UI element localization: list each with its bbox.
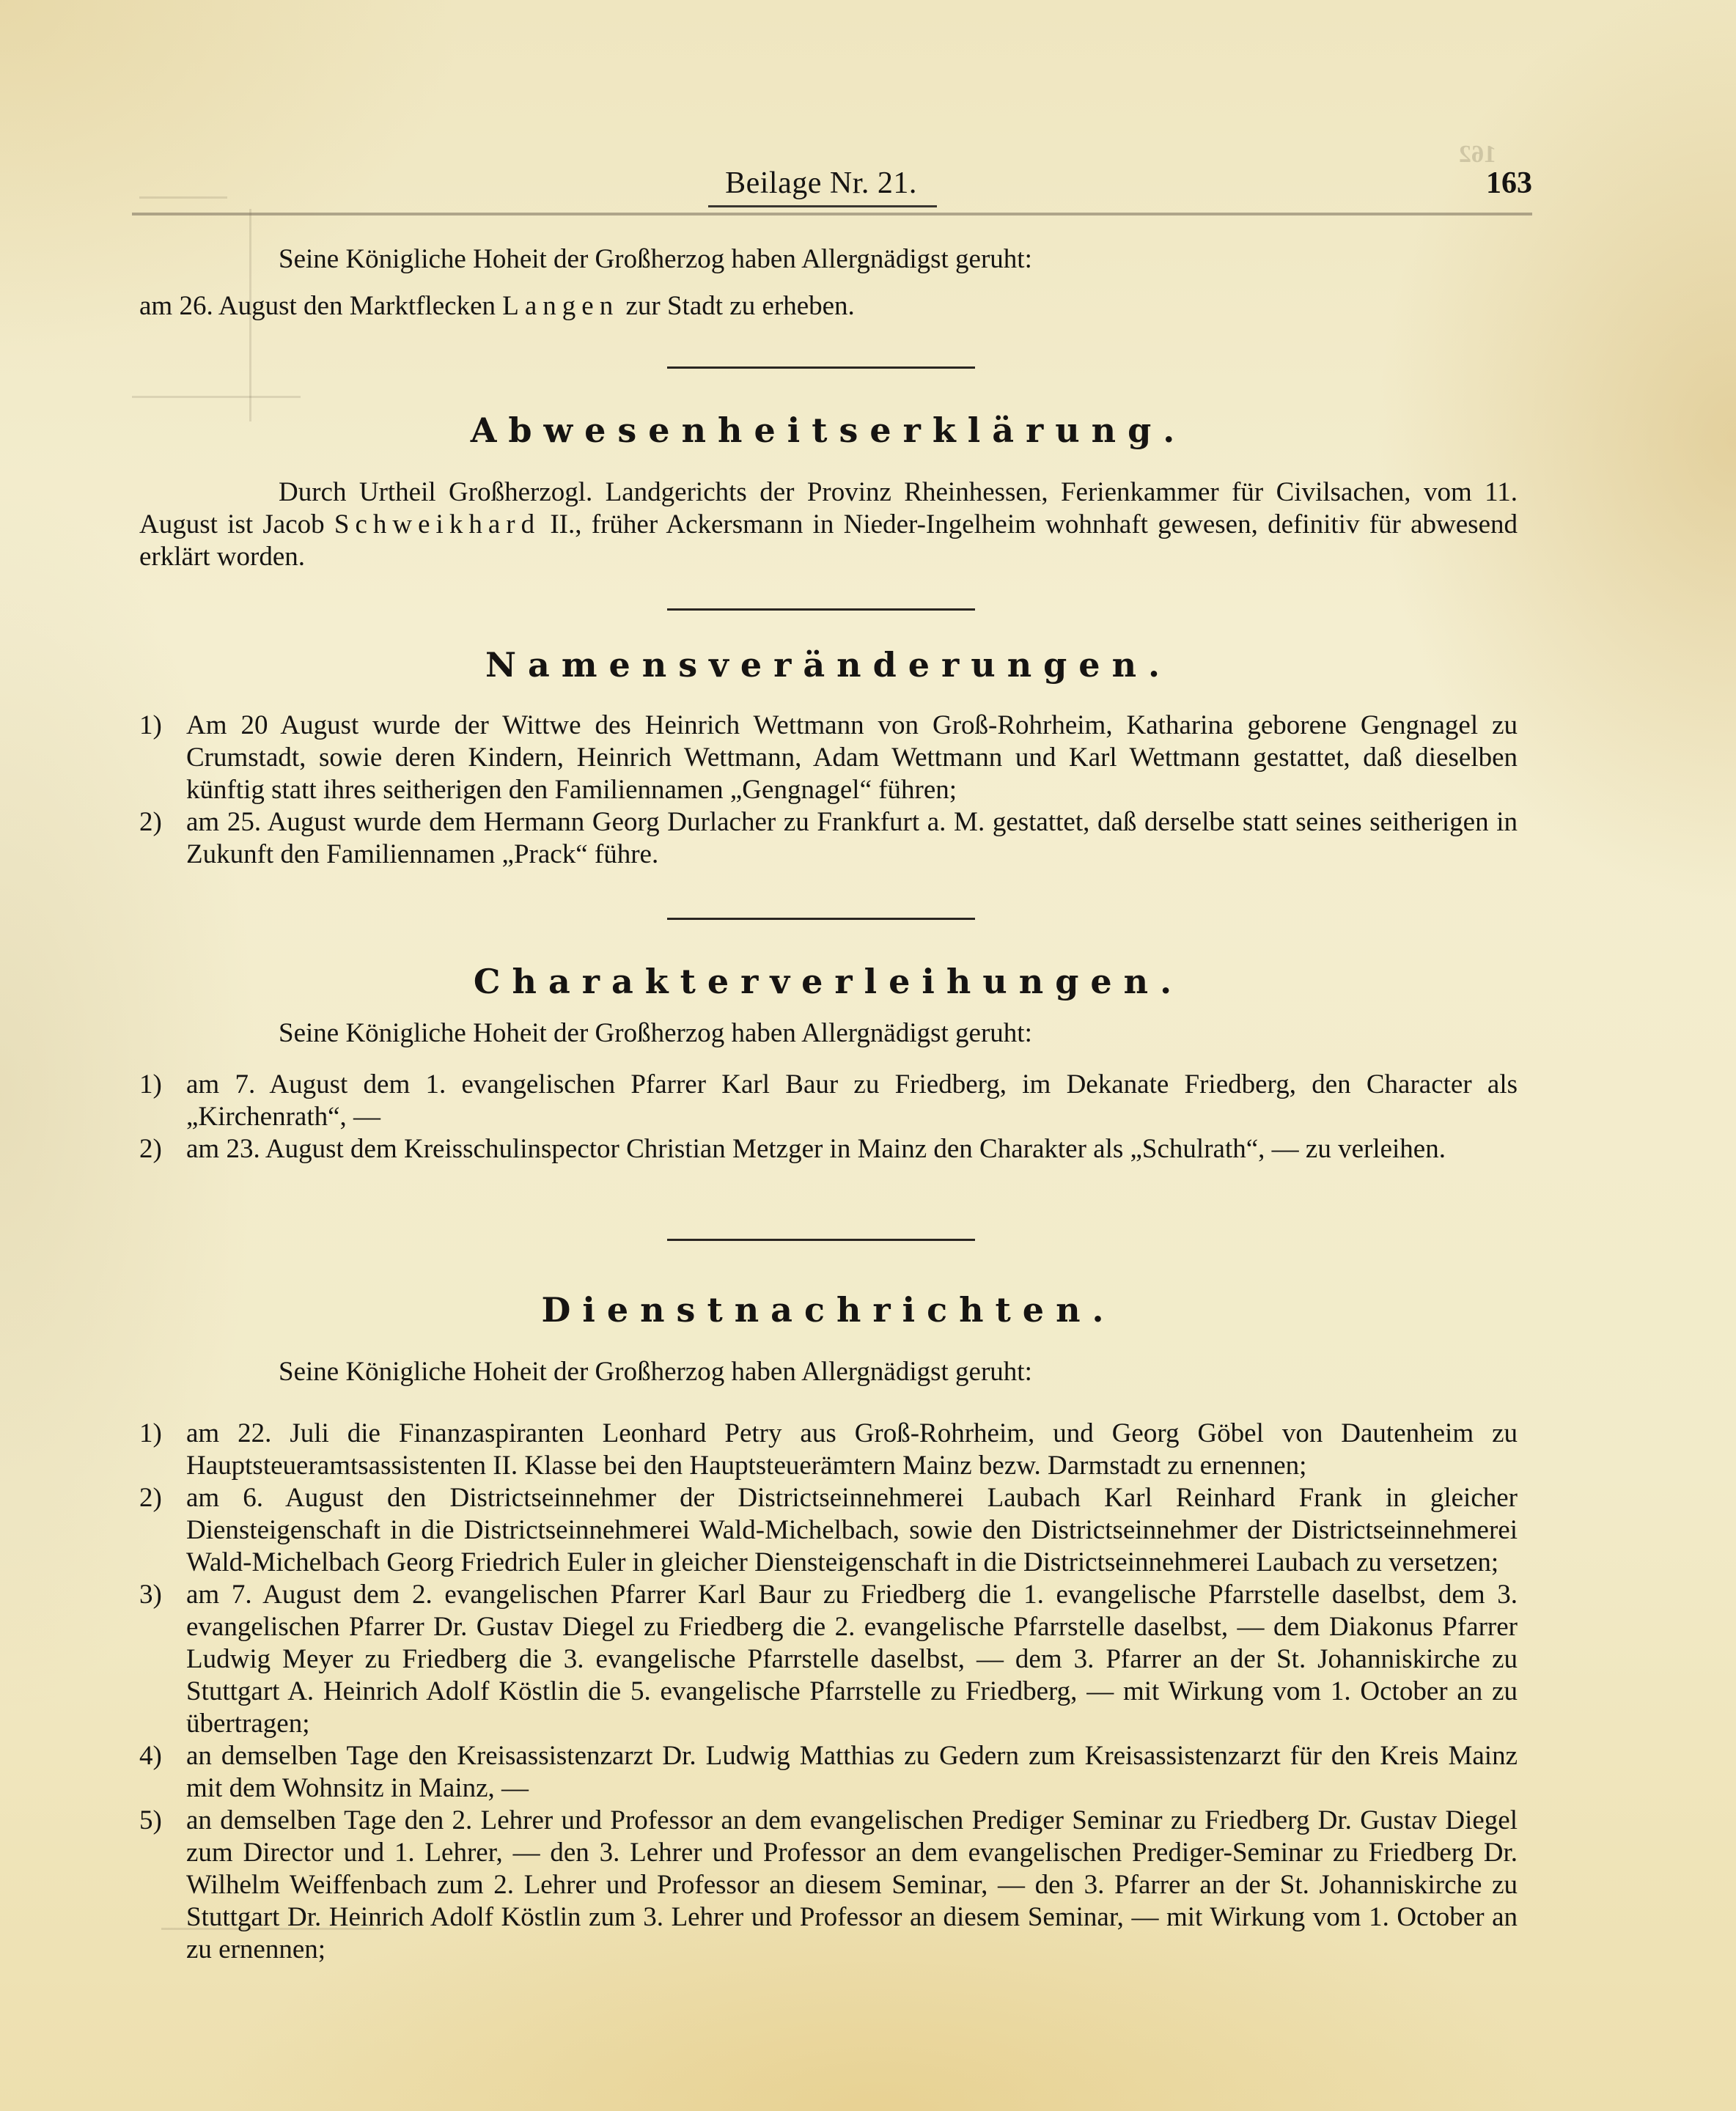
section-abwesenheitserklaerung [139,410,1518,573]
section-paragraph: Durch Urtheil Großherzogl. Landgerichts der Provinz Rheinhessen, Ferienkammer für Civilsachen, vom 11. August ist Jacob Schweikhard II., früher Ackersmann in Nieder-Ingelheim wohnhaft gewesen, definitiv für abwesend erklärt worden. [139,477,1518,572]
page-header-title: Beilage Nr. 21. [725,166,917,200]
section-dienstnachrichten [139,1290,1518,1966]
bleed-through-rule [132,396,301,398]
section-title: Dienstnachrichten. [541,1290,1116,1330]
list-item: 5) an demselben Tage den 2. Lehrer und Professor an dem evangelischen Prediger Seminar zu Friedberg Dr. Gustav Diegel zum Director und 1. Lehrer, — den 3. Lehrer und Professor an dem evangelischen Prediger-Seminar zu Friedberg Dr. Wilhelm Weiffenbach zum 2. Lehrer und Professor an diesem Seminar, — den 3. Pfarrer an der St. Johanniskirche zu Stuttgart Dr. Heinrich Adolf Köstlin zum 3. Lehrer und Professor an diesem Seminar, — mit Wirkung vom 1. October an zu ernennen; [139,1805,1518,1964]
list-item: 1) Am 20 August wurde der Wittwe des Heinrich Wettmann von Groß-Rohrheim, Katharina geborene Gengnagel zu Crumstadt, sowie deren Kindern, Heinrich Wettmann, Adam Wettmann und Karl Wettmann gestattet, daß dieselben künftig statt ihres seitherigen den Familiennamen „Gengnagel“ führen; [139,710,1518,805]
section-separator [667,366,975,369]
page-number: 163 [1486,166,1532,200]
list-item: 2) am 25. August wurde dem Hermann Georg Durlacher zu Frankfurt a. M. gestattet, daß derselbe statt seines seitherigen in Zukunft den Familiennamen „Prack“ führe. [139,807,1518,869]
intro-decree: Seine Königliche Hoheit der Großherzog haben Allergnädigst geruht: [279,244,1032,274]
list-item: 2) am 23. August dem Kreisschulinspector Christian Metzger in Mainz den Charakter als „Schulrath“, — zu verleihen. [139,1134,1446,1164]
item-list [139,1418,1518,1966]
section-separator [667,918,975,920]
list-item: 1) am 22. Juli die Finanzaspiranten Leonhard Petry aus Groß-Rohrheim, und Georg Göbel von Dautenheim zu Hauptsteueramtsassistenten II. Klasse bei den Hauptsteuerämtern Mainz bezw. Darmstadt zu ernennen; [139,1418,1518,1481]
item-list [139,710,1518,871]
section-decree: Seine Königliche Hoheit der Großherzog haben Allergnädigst geruht: [279,1018,1032,1048]
section-namensveraenderungen [139,645,1518,871]
place-name: Langen [502,291,619,321]
list-item: 3) am 7. August dem 2. evangelischen Pfarrer Karl Baur zu Friedberg die 1. evangelische Pfarrstelle daselbst, dem 3. evangelischen Pfarrer Dr. Gustav Diegel zu Friedberg die 2. evangelische Pfarrstelle daselbst, — dem Diakonus Pfarrer Ludwig Meyer zu Friedberg die 3. evangelische Pfarrstelle daselbst, — dem 3. Pfarrer an der St. Johanniskirche zu Stuttgart A. Heinrich Adolf Köstlin die 5. evangelische Pfarrstelle zu Friedberg, — mit Wirkung vom 1. October an zu übertragen; [139,1580,1518,1739]
section-charakterverleihungen [139,962,1518,1165]
list-item: 1) am 7. August dem 1. evangelischen Pfarrer Karl Baur zu Friedberg, im Dekanate Friedberg, den Character als „Kirchenrath“, — [139,1069,1518,1132]
list-item: 4) an demselben Tage den Kreisassistenzarzt Dr. Ludwig Matthias zu Gedern zum Kreisassistenzarzt für den Kreis Mainz mit dem Wohnsitz in Mainz, — [139,1741,1518,1803]
section-title: Charakterverleihungen. [473,962,1184,1001]
header-title-underline [708,205,937,207]
section-separator [667,1239,975,1241]
bleed-through-page-number: 162 [1459,141,1496,168]
header-rule [132,213,1532,215]
bleed-through-rule [139,196,227,199]
intro-text: am 26. August den Marktflecken Langen zur Stadt zu erheben. [139,291,855,321]
section-decree: Seine Königliche Hoheit der Großherzog haben Allergnädigst geruht: [279,1357,1032,1387]
list-item: 2) am 6. August den Districtseinnehmer der Districtseinnehmerei Laubach Karl Reinhard Frank in gleicher Diensteigenschaft in die Districtseinnehmerei Wald-Michelbach, sowie den Districtseinnehmer der Districtseinnehmerei Wald-Michelbach Georg Friedrich Euler in gleicher Diensteigenschaft in die Districtseinnehmerei Laubach zu versetzen; [139,1483,1518,1577]
person-name: Schweikhard [334,509,541,539]
section-title: Namensveränderungen. [485,645,1172,685]
intro-block [139,243,1518,323]
item-list [139,1069,1518,1165]
section-separator [667,608,975,611]
section-title: Abwesenheitserklärung. [470,410,1187,450]
